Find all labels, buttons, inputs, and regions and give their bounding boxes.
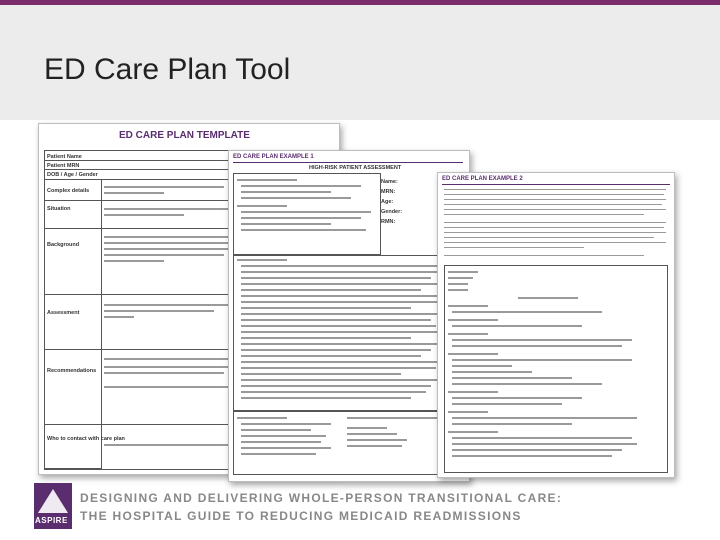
template-field-dob: DOB / Age / Gender xyxy=(47,172,98,178)
template-row-background: Background xyxy=(47,242,80,248)
example1-label-mrn: MRN: xyxy=(381,189,396,195)
footer-line-2: THE HOSPITAL GUIDE TO REDUCING MEDICAID READMISSIONS xyxy=(80,509,522,523)
template-row-assessment: Assessment xyxy=(47,310,80,316)
template-field-mrn: Patient MRN xyxy=(47,163,80,169)
example1-subheading: HIGH-RISK PATIENT ASSESSMENT xyxy=(309,165,402,171)
example1-heading: ED CARE PLAN EXAMPLE 1 xyxy=(233,154,314,160)
care-plan-example-2-document xyxy=(437,172,675,478)
title-band xyxy=(0,5,720,120)
template-row-complex: Complex details xyxy=(47,188,90,194)
example1-label-age: Age: xyxy=(381,199,394,205)
template-row-contact: Who to contact with care plan xyxy=(47,436,125,442)
template-row-situation: Situation xyxy=(47,206,71,212)
template-field-name: Patient Name xyxy=(47,154,82,160)
footer-line-1: DESIGNING AND DELIVERING WHOLE-PERSON TRANSITIONAL CARE: xyxy=(80,491,563,505)
example2-heading: ED CARE PLAN EXAMPLE 2 xyxy=(442,176,523,182)
care-plan-example-1-document xyxy=(228,150,470,482)
example1-label-name: Name: xyxy=(381,179,398,185)
template-heading: ED CARE PLAN TEMPLATE xyxy=(119,130,250,141)
example1-label-rmn: RMN: xyxy=(381,219,396,225)
template-row-recommendations: Recommendations xyxy=(47,368,97,374)
slide-title: ED Care Plan Tool xyxy=(44,53,291,86)
aspire-logo-text: ASPIRE xyxy=(35,516,68,525)
aspire-logo xyxy=(34,483,72,529)
example1-label-gender: Gender: xyxy=(381,209,403,215)
